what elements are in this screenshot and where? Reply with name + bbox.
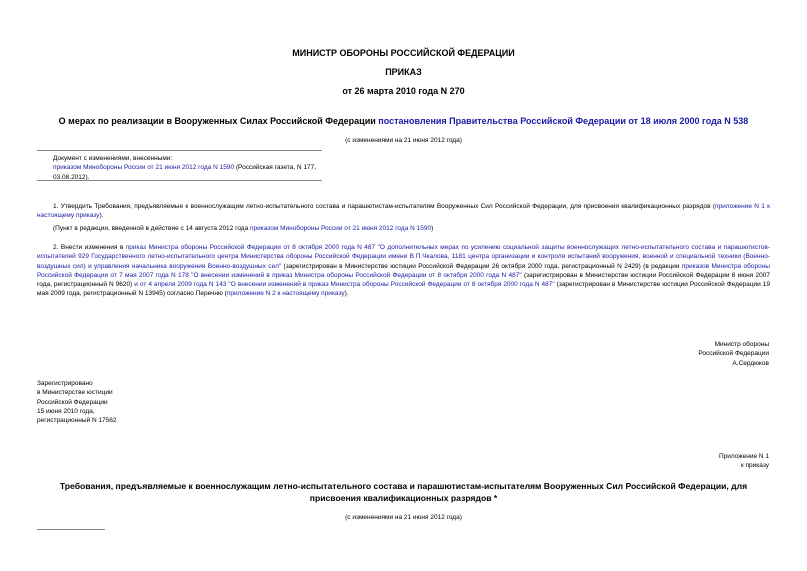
order-143-link[interactable]: и от 4 апреля 2009 года N 143 "О внесении изменений в приказ Министра обороны Российской Федерации от 8 октября 2000 года N 487" — [134, 281, 555, 289]
registration-line-2: в Министерстве юстиции — [37, 389, 113, 397]
paragraph-1-note-link[interactable]: приказом Минобороны России от 21 июня 2012 года N 1590 — [250, 225, 432, 232]
changes-order-link[interactable]: приказом Минобороны России от 21 июня 2012 года N 1590 — [53, 164, 235, 172]
paragraph-2-text-4: (зарегистрирован в Министерстве юстиции Российской Федерации 19 мая 2009 года, регистрационный N 13945) согласно Перечню ( — [37, 281, 770, 298]
appendix-title — [0, 480, 807, 504]
signature-name: А.Сердюков — [732, 359, 769, 367]
changes-box-bottom-rule — [37, 180, 322, 181]
order-487-link[interactable]: приказ Министра обороны Российской Федерации от 8 октября 2000 года N 487 "О дополнительных мерах по усилению социальной защиты военнослужащих летно-испытательного состава и парашютистов-испытателей 929 Государственного летно-испытательного центра Министерства обороны Российской Федерации имени В.П.Чкалова, 1181 центра организации и контроля испытаний вооружения, военной и специальной техники (Военно-воздушных сил) и управления начальника вооружения Военно-воздушных сил" — [37, 244, 770, 270]
changes-box-caption: Документ с изменениями, внесенными: — [53, 155, 173, 162]
registration-line-4: 15 июня 2010 года, — [37, 407, 95, 415]
signature-position: Министр обороны — [714, 341, 769, 348]
changes-box — [53, 154, 353, 182]
date-number-heading: от 26 марта 2010 года N 270 — [342, 86, 465, 96]
footnote-rule — [37, 529, 105, 530]
appendix-title-line-1: Требования, предъявляемые к военнослужащим летно-испытательного состава и парашютистам-испытателям Вооруженных Сил Российской Федерации, для — [59, 481, 748, 491]
appendix-to-order: к приказу — [740, 462, 769, 470]
appendix-number: Приложение N 1 — [718, 453, 769, 460]
paragraph-1-note-text: (Пункт в редакции, введенной в действие с 14 августа 2012 года — [53, 225, 251, 232]
appendix-title-line-2: присвоения квалификационных разрядов * — [309, 493, 498, 503]
changes-source: (Российская газета, N 177, 03.08.2012). — [53, 164, 316, 181]
appendix-1-link[interactable]: приложение N 1 к настоящему приказу — [37, 203, 770, 220]
appendix-2-link[interactable]: приложение N 2 к настоящему приказу — [226, 290, 345, 298]
paragraph-1-text: 1. Утвердить Требования, предъявляемые к военнослужащим летно-испытательного состава и парашютистам-испытателям Вооруженных Сил Российской Федерации, для присвоения квалификационных разрядов ( — [53, 203, 716, 210]
paragraph-2-text-2: (зарегистрирован в Министерстве юстиции Российской Федерации 26 октября 2000 года, регистрационный N 2429) (в редакции — [281, 262, 682, 270]
document-title — [0, 116, 807, 126]
order-178-link[interactable]: приказов Министра обороны Российской Федерации от 7 мая 2007 года N 178 "О внесении изменений в приказ Министра обороны Российской Федерации от 8 октября 2000 года N 487" — [37, 262, 770, 279]
paragraph-1-end: ). — [99, 212, 104, 220]
paragraph-1-note — [37, 224, 770, 233]
registration-line-3: Российской Федерации — [37, 398, 108, 406]
registration-line-1: Зарегистрировано — [37, 380, 93, 387]
appendix-revision-note: (с изменениями на 21 июня 2012 года) — [345, 514, 462, 521]
paragraph-2-text-1: 2. Внести изменения в — [53, 244, 126, 251]
title-resolution-link[interactable]: постановления Правительства Российской Федерации от 18 июля 2000 года N 538 — [378, 116, 749, 126]
paragraph-2-text-5: ). — [344, 290, 349, 298]
signature-country: Российской Федерации — [698, 350, 769, 358]
title-text: О мерах по реализации в Вооруженных Силах Российской Федерации — [58, 116, 379, 126]
registration-line-5: регистрационный N 17562 — [37, 417, 117, 425]
registration-block — [37, 379, 237, 425]
doc-type-heading: ПРИКАЗ — [385, 67, 422, 77]
appendix-reference — [719, 452, 769, 471]
changes-box-top-rule — [37, 150, 322, 151]
paragraph-1-note-end: ) — [431, 225, 434, 232]
paragraph-2-text-3: (зарегистрирован в Министерстве юстиции Российской Федерации 8 июня 2007 года, регистрационный N 9620) — [37, 271, 771, 289]
paragraph-1 — [37, 202, 770, 221]
ministry-heading: МИНИСТР ОБОРОНЫ РОССИЙСКОЙ ФЕДЕРАЦИИ — [292, 48, 515, 58]
signature-block — [698, 340, 769, 368]
revision-note: (с изменениями на 21 июня 2012 года) — [345, 137, 462, 144]
paragraph-2 — [37, 243, 770, 299]
